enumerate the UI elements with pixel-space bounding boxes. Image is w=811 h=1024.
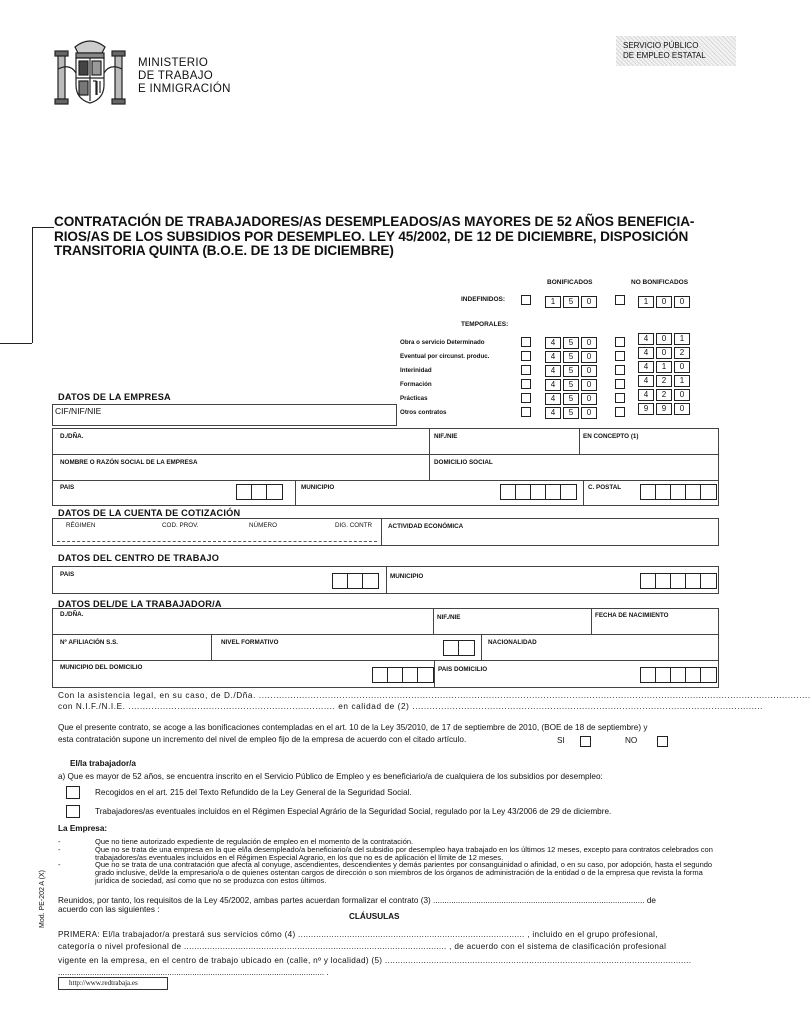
centro-municipio-label: MUNICIPIO [390, 573, 424, 580]
code-digit: 4 [638, 389, 654, 401]
code-digit: 1 [656, 361, 672, 373]
empresa-cpostal-label: C. POSTAL [588, 484, 622, 491]
bonificados-header: BONIFICADOS [547, 279, 593, 286]
empresa-pais-label: PAIS [60, 484, 75, 491]
centro-section-title: DATOS DEL CENTRO DE TRABAJO [58, 553, 220, 563]
code-digit: 5 [563, 296, 579, 308]
code-digit: 0 [674, 389, 690, 401]
row-divider [53, 634, 718, 635]
code-digit: 2 [656, 389, 672, 401]
page-title: CONTRATACIÓN DE TRABAJADORES/AS DESEMPLEADOS/AS MAYORES DE 52 AÑOS BENEFICIA-RIOS/AS DE LOS SUBSIDIOS POR DESEMPLEO. LEY 45/2002, DE 12 DE DICIEMBRE, DISPOSICIÓN TRANSITORIA QUINTA (B.O.E. DE 13 DE DICIEMBRE) [54, 214, 695, 258]
indefinidos-bon-checkbox[interactable] [521, 295, 531, 305]
indefinidos-nobon-checkbox[interactable] [615, 295, 625, 305]
empresa-pais-code-input[interactable] [236, 484, 283, 500]
trabajador-table [52, 608, 719, 688]
eventuales-text: Trabajadores/as eventuales incluidos en el Régimen Especial Agrário de la Seguridad Social, regulado por la Ley 43/2006 de 29 de diciembre. [95, 807, 612, 816]
margin-mark-bottom [0, 343, 32, 344]
clausulas-heading: CLÁUSULAS [349, 912, 400, 921]
reunidos-line: Reunidos, por tanto, los requisitos de la Ley 45/2002, ambas partes acuerdan formalizar el contrato (3) ............................................................................................. de [58, 896, 656, 905]
cif-field[interactable] [52, 404, 397, 426]
centro-table [52, 566, 719, 594]
grupo-text: , incluido en el grupo profesional, [527, 930, 658, 939]
col-divider [481, 634, 482, 660]
calle-text: (calle, nº y localidad) (5) [286, 956, 383, 965]
col-divider [295, 480, 296, 505]
ministry-line-2: DE TRABAJO [138, 70, 213, 82]
contract-nobon-checkbox[interactable] [615, 393, 625, 403]
website-link[interactable]: http://www.redtrabaja.es [58, 977, 168, 990]
code-digit: 4 [545, 393, 561, 405]
code-digit: 4 [638, 361, 654, 373]
code-digit: 4 [545, 365, 561, 377]
code-digit: 9 [656, 403, 672, 415]
empresa-razon-label: NOMBRE O RAZÓN SOCIAL DE LA EMPRESA [60, 459, 198, 466]
empresa-nif-label: NIF./NIE [434, 433, 458, 440]
coat-of-arms-icon [50, 33, 130, 115]
si-label: SI [557, 736, 565, 745]
code-digit: 4 [638, 333, 654, 345]
trabajador-municipio-label: MUNICIPIO DEL DOMICILIO [60, 664, 143, 671]
code-digit: 4 [545, 337, 561, 349]
no-bonificados-header: NO BONIFICADOS [631, 279, 689, 286]
code-digit: 5 [563, 337, 579, 349]
code-digit: 0 [581, 407, 597, 419]
empresa-heading: La Empresa: [58, 824, 108, 833]
mayor52-text: a) Que es mayor de 52 años, se encuentra inscrito en el Servicio Público de Empleo y es beneficiario/a de cualquiera de los subsidios por desempleo: [58, 772, 603, 781]
contract-bon-checkbox[interactable] [521, 365, 531, 375]
code-digit: 0 [581, 296, 597, 308]
code-digit: 1 [545, 296, 561, 308]
col-divider [579, 429, 580, 454]
vigente-line: vigente en la empresa, en el centro de trabajo ubicado en (calle, nº y localidad) (5) ....................................................................................................................... [58, 956, 692, 965]
empresa-conditions [58, 838, 722, 885]
empresa-municipio-code-input[interactable] [500, 484, 577, 500]
code-digit: 0 [656, 296, 672, 308]
code-digit: 4 [638, 347, 654, 359]
empresa-municipio-label: MUNICIPIO [301, 484, 335, 491]
col-divider [381, 519, 382, 545]
trabajador-nif-label: NIF./NIE [437, 614, 461, 621]
nivel-formativo-input[interactable] [443, 640, 475, 656]
code-digit: 4 [545, 351, 561, 363]
model-code: Mod. PE-202 A (X) [39, 870, 46, 928]
cod-prov-label: COD. PROV. [162, 522, 199, 529]
contract-nobon-checkbox[interactable] [615, 379, 625, 389]
col-divider [433, 609, 434, 634]
code-digit: 0 [656, 347, 672, 359]
numero-label: NÚMERO [249, 522, 277, 529]
empresa-concepto-label: EN CONCEPTO (1) [583, 433, 639, 440]
condition-text: Que no tiene autorizado expediente de regulación de empleo en el momento de la contratación. [95, 837, 414, 846]
service-line-1: SERVICIO PÚBLICO [623, 41, 699, 50]
code-digit: 0 [674, 296, 690, 308]
recogidos-checkbox[interactable] [66, 786, 80, 799]
condition-item: - Que no se trata de una contratación que afecta al conyuge, ascendientes, descendientes y demás parientes por consanguinidad o afinidad, o en su caso, por adopción, hasta el segundo grado inclusive, del/de la empresario/a o de quienes ostentan cargos de dirección o son miembros de los órganos de administración de la entidad o de la empresa que revista la forma jurídica de sociedad, así como que no se produzca con estos últimos. [58, 861, 722, 884]
dig-contr-label: DIG. CONTR [335, 522, 373, 529]
contract-bon-checkbox[interactable] [521, 407, 531, 417]
trabajador-section-title: DATOS DEL/DE LA TRABAJADOR/A [58, 599, 222, 609]
temporales-label: TEMPORALES: [461, 321, 509, 328]
code-digit: 2 [656, 375, 672, 387]
col-divider [429, 429, 430, 480]
contract-bon-checkbox[interactable] [521, 351, 531, 361]
row-divider [53, 660, 718, 661]
row-divider [53, 480, 718, 481]
trabajador-nacionalidad-label: NACIONALIDAD [488, 639, 537, 646]
code-digit: 4 [638, 375, 654, 387]
ministry-name [138, 57, 231, 96]
categoria-text: categoría o nivel profesional de [58, 942, 182, 951]
empresa-section-title: DATOS DE LA EMPRESA [58, 392, 171, 402]
contract-bon-checkbox[interactable] [521, 379, 531, 389]
empresa-domicilio-label: DOMICILIO SOCIAL [434, 459, 493, 466]
code-digit: 5 [563, 407, 579, 419]
code-digit: 0 [581, 379, 597, 391]
code-digit: 5 [563, 393, 579, 405]
contract-bon-checkbox[interactable] [521, 337, 531, 347]
ministry-line-3: E INMIGRACIÓN [138, 83, 231, 95]
col-divider [434, 660, 435, 687]
recogidos-text: Recogidos en el art. 215 del Texto Refundido de la Ley General de la Seguridad Social. [95, 788, 412, 797]
si-checkbox[interactable] [580, 736, 591, 747]
trabajador-nacimiento-label: FECHA DE NACIMIENTO [595, 612, 669, 619]
trabajador-dona-label: D./DÑA. [60, 611, 84, 618]
empresa-dona-label: D./DÑA. [60, 433, 84, 440]
indefinidos-label: INDEFINIDOS: [461, 296, 506, 303]
contract-nobon-checkbox[interactable] [615, 337, 625, 347]
no-label: NO [625, 736, 638, 745]
con-nif-text: con N.I.F./N.I.E. [58, 702, 126, 711]
reunidos-text: Reunidos, por tanto, los requisitos de la Ley 45/2002, ambas partes acuerdan formalizar el contrato (3) [58, 896, 431, 905]
condition-text: Que no se trata de una contratación que afecta al conyuge, ascendientes, descendientes y demás parientes por consanguinidad o afinidad, o en su caso, por adopción, hasta el segundo grado inclusive, del/de la empresario/a o de quienes ostentan cargos de dirección o son miembros de los órganos de administración de la entidad o de la empresa que revista la forma jurídica de sociedad, así como que no se produzca con estos últimos. [95, 860, 713, 885]
contract-type-label: Otros contratos [400, 409, 447, 416]
code-digit: 0 [581, 365, 597, 377]
contract-type-label: Obra o servicio Determinado [400, 339, 485, 346]
categoria-line: categoría o nivel profesional de ...................................................................................................... , de acuerdo con el sistema de clasificación profesional [58, 942, 667, 951]
col-divider [386, 567, 387, 593]
contract-type-label: Formación [400, 381, 432, 388]
cotizacion-table [52, 518, 719, 546]
extra-dots-line: ..................................................................................................................... . [58, 968, 329, 977]
centro-municipio-code-input[interactable] [640, 573, 717, 589]
code-digit: 1 [674, 333, 690, 345]
contract-nobon-checkbox[interactable] [615, 351, 625, 361]
trabajador-pais-label: PAIS DOMICILIO [438, 666, 488, 673]
no-checkbox[interactable] [657, 736, 668, 747]
vigente-text: vigente en la empresa, en el centro de trabajo ubicado en [58, 956, 285, 965]
contract-type-label: Eventual por circunst. produc. [400, 353, 490, 360]
code-digit: 5 [563, 365, 579, 377]
col-divider [591, 609, 592, 634]
contract-type-label: Interinidad [400, 367, 432, 374]
contract-type-label: Prácticas [400, 395, 428, 402]
primera-text: PRIMERA: El/la trabajador/a prestará sus servicios cómo (4) [58, 930, 296, 939]
cotizacion-section-title: DATOS DE LA CUENTA DE COTIZACIÓN [58, 508, 241, 518]
sistema-text: , de acuerdo con el sistema de clasificación profesional [449, 942, 667, 951]
contract-bon-checkbox[interactable] [521, 393, 531, 403]
contract-nobon-checkbox[interactable] [615, 365, 625, 375]
de-text: de [646, 896, 656, 905]
col-divider [211, 634, 212, 660]
empresa-table [52, 428, 719, 506]
contract-nobon-checkbox[interactable] [615, 407, 625, 417]
code-digit: 4 [545, 379, 561, 391]
nif-line: con N.I.F./N.I.E. ........................................................................ en calidad de (2) .......................................................................................................................... [58, 702, 764, 711]
trabajadora-heading: El/la trabajador/a [70, 759, 136, 768]
service-badge [616, 36, 736, 66]
code-digit: 5 [563, 351, 579, 363]
code-digit: 0 [674, 403, 690, 415]
condition-item: - Que no tiene autorizado expediente de regulación de empleo en el momento de la contratación. [58, 837, 414, 846]
asistencia-text: Con la asistencia legal, en su caso, de D./Dña. [58, 691, 256, 700]
code-digit: 0 [581, 351, 597, 363]
col-divider [583, 480, 584, 505]
empresa-cpostal-input[interactable] [640, 484, 717, 500]
code-digit: 4 [545, 407, 561, 419]
regimen-label: RÉGIMEN [66, 522, 96, 529]
centro-pais-label: PAIS [60, 571, 75, 578]
code-digit: 9 [638, 403, 654, 415]
code-digit: 1 [638, 296, 654, 308]
margin-mark-vertical [32, 227, 33, 343]
trabajador-municipio-code-input[interactable] [372, 667, 434, 683]
condition-item: - Que no se trata de una empresa en la que el/la desempleado/a beneficiario/a del subsidio por desempleo haya trabajado en los últimos 12 meses, excepto para contratos celebrados con trabajadores/as eventuales incluidos en el Régimen Especial Agrario, en los que no es de aplicación el límite de 12 meses. [58, 846, 722, 862]
asistencia-line: Con la asistencia legal, en su caso, de D./Dña. ................................................................................................................................................................................................ [58, 691, 811, 700]
acoge-line-2: esta contratación supone un incremento del nivel de empleo fijo de la empresa de acuerdo con el citado artículo. [58, 735, 467, 744]
en-calidad-text: en calidad de (2) [338, 702, 410, 711]
code-digit: 0 [581, 393, 597, 405]
trabajador-pais-code-input[interactable] [640, 667, 717, 683]
ministry-line-1: MINISTERIO [138, 57, 209, 69]
margin-mark [32, 227, 54, 228]
cotizacion-dotted-line [57, 541, 377, 542]
primera-line: PRIMERA: El/la trabajador/a prestará sus servicios cómo (4) ........................................................................................ , incluido en el grupo profesional, [58, 930, 658, 939]
cif-label: CIF/NIF/NIE [55, 406, 102, 416]
service-line-2: DE EMPLEO ESTATAL [623, 51, 706, 60]
actividad-label: ACTIVIDAD ECONÓMICA [388, 523, 464, 530]
code-digit: 5 [563, 379, 579, 391]
eventuales-checkbox[interactable] [66, 805, 80, 818]
code-digit: 2 [674, 347, 690, 359]
centro-pais-code-input[interactable] [332, 573, 379, 589]
code-digit: 0 [656, 333, 672, 345]
condition-text: Que no se trata de una empresa en la que el/la desempleado/a beneficiario/a del subsidio por desempleo haya trabajado en los últimos 12 meses, excepto para contratos celebrados con trabajadores/as eventuales incluidos en el Régimen Especial Agrario, en los que no es de aplicación el límite de 12 meses. [95, 844, 713, 862]
trabajador-nivel-label: NIVEL FORMATIVO [221, 639, 279, 646]
trabajador-afiliacion-label: Nº AFILIACIÓN S.S. [60, 639, 119, 646]
row-divider [53, 454, 718, 455]
acoge-line-1: Que el presente contrato, se acoge a las bonificaciones contempladas en el art. 10 de la Ley 35/2010, de 17 de septiembre de 2010, (BOE de 18 de septiembre) y [58, 723, 648, 732]
code-digit: 0 [581, 337, 597, 349]
acuerdo-text: acuerdo con las siguientes : [58, 905, 160, 914]
code-digit: 1 [674, 375, 690, 387]
code-digit: 0 [674, 361, 690, 373]
